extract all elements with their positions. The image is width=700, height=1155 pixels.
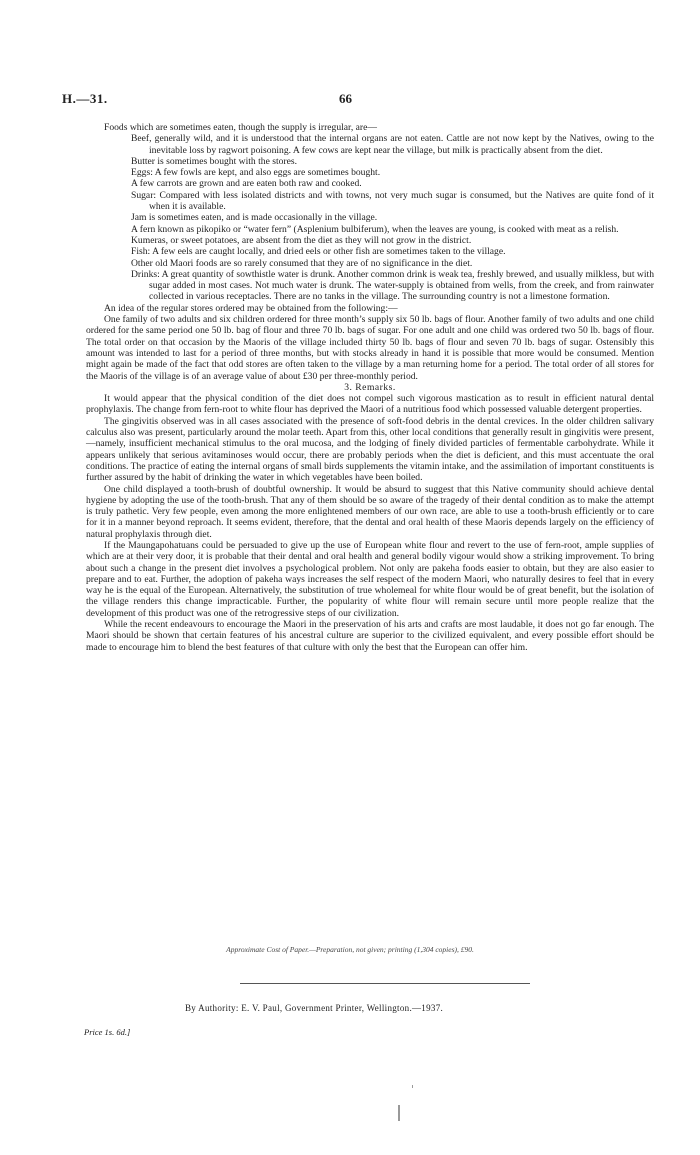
food-item: Jam is sometimes eaten, and is made occasionally in the village. [131, 212, 378, 224]
price-note: Price 1s. 6d.] [84, 1027, 131, 1037]
scan-speck [412, 1085, 413, 1088]
food-item: Other old Maori foods are so rarely consumed that they are of no significance in the diet. [131, 257, 473, 269]
cost-note: Approximate Cost of Paper.—Preparation, not given; printing (1,304 copies), £90. [226, 945, 474, 954]
food-item: A few carrots are grown and are eaten both raw and cooked. [131, 178, 362, 190]
remarks-paragraph: The gingivitis observed was in all cases associated with the presence of soft-food debris in the dental crevices. In the older children salivary calculus also was present, particularly around the molar teeth. Apart from this, other local conditions that generally result in gingivitis were present,—namely, insufficient mechanical stimulus to the oral mucosa, and the lodging of finely divided particles of fermentable carbohydrate. While it appears unlikely that serious avitaminoses would occur, there are probably periods when the diet is deficient, and this must accentuate the oral conditions. The practice of eating the internal organs of small birds supplements the vitamin intake, and the assimilation of important constituents is further assured by the habit of drinking the water in which vegetables have been boiled. [86, 415, 654, 484]
stores-intro: An idea of the regular stores ordered may be obtained from the following:— [104, 302, 398, 314]
scan-speck [398, 1105, 400, 1121]
foods-list [131, 133, 654, 269]
document-reference: H.—31. [62, 91, 108, 106]
food-item: A fern known as pikopiko or “water fern” (Asplenium bulbiferum), when the leaves are young, is cooked with meat as a relish. [131, 223, 619, 235]
footer-rule [240, 983, 530, 984]
drinks-section [131, 269, 654, 303]
remarks-heading: 3. Remarks. [344, 381, 396, 393]
remarks-paragraph: While the recent endeavours to encourage the Maori in the preservation of his arts and crafts are most laudable, it does not go far enough. The Maori should be shown that certain features of his ancestral culture are superior to the civilized equivalent, and every possible effort should be made to encourage him to blend the best features of that culture with only the best that the European can offer him. [86, 619, 654, 653]
food-item: Fish: A few eels are caught locally, and dried eels or other fish are sometimes taken to the village. [131, 246, 506, 258]
food-item: Sugar: Compared with less isolated districts and with towns, not very much sugar is consumed, but the Natives are quite fond of it when it is available. [131, 189, 654, 213]
page-header [62, 91, 642, 107]
food-item: Butter is sometimes bought with the stores. [131, 155, 298, 167]
page-number: 66 [339, 91, 352, 106]
remarks-paragraph: One child displayed a tooth-brush of doubtful ownership. It would be absurd to suggest that this Native community should achieve dental hygiene by adopting the use of the tooth-brush. That any of them should be so aware of the tragedy of their dental condition as to make the attempt is truly pathetic. Very few people, even among the more enlightened members of our own race, are able to use a tooth-brush efficiently or to care for it in a manner beyond reproach. It seems evident, therefore, that the dental and oral health of these Maoris depends largely on the efficiency of natural prophylaxis through diet. [86, 483, 654, 540]
food-item: Eggs: A few fowls are kept, and also eggs are sometimes bought. [131, 167, 381, 179]
remarks-paragraph: If the Maungapohatuans could be persuaded to give up the use of European white flour and revert to the use of fern-root, ample supplies of which are at their very door, it is probable that their dental and oral health and general bodily vigour would show a striking improvement. To bring about such a change in the present diet involves a psychological problem. Not only are pakeha foods easier to obtain, but they are also easier to prepare and to eat. Further, the adoption of pakeha ways increases the self respect of the modern Maori, who naturally desires to feel that in every way he is the equal of the European. Alternatively, the substitution of true wholemeal for white flour would be of great benefit, but the isolation of the village renders this change impracticable. Further, the popularity of white flour will remain secure until more people realize that the development of this product was one of the retrogressive steps of our civilization. [86, 539, 654, 619]
printer-authority: By Authority: E. V. Paul, Government Printer, Wellington.—1937. [185, 1003, 444, 1013]
drinks-paragraph: Drinks: A great quantity of sowthistle water is drunk. Another common drink is weak tea, freshly brewed, and usually milkless, but with sugar added in most cases. Not much water is drunk. The water-supply is obtained from wells, from the creek, and from rainwater collected in various receptacles. There are no tanks in the village. The surrounding country is not a limestone formation. [131, 268, 654, 303]
food-item: Beef, generally wild, and it is understood that the internal organs are not eaten. Cattle are not now kept by the Natives, owing to the inevitable loss by ragwort poisoning. A few cows are kept near the village, but milk is practically absent from the diet. [131, 133, 654, 156]
remarks-paragraph: It would appear that the physical condition of the diet does not compel such vigorous mastication as to result in efficient natural dental prophylaxis. The change from fern-root to white flour has deprived the Maori of a nutritious food which possessed valuable detergent properties. [86, 393, 654, 416]
food-item: Kumeras, or sweet potatoes, are absent from the diet as they will not grow in the district. [131, 234, 472, 246]
foods-intro: Foods which are sometimes eaten, though the supply is irregular, are— [104, 122, 377, 133]
stores-paragraph: One family of two adults and six children ordered for three month’s supply six 50 lb. bags of flour. Another family of two adults and one child ordered for the same period one 50 lb. bag of flour and three 70 lb. bags of sugar. For one adult and one child was ordered two 50 lb. bags of flour. The total order on that occasion by the Maoris of the village included thirty 50 lb. bags of flour and seven 70 lb. bags of sugar. Ostensibly this amount was intended to last for a period of three months, but with stocks already in hand it is possible that more would be consumed. Mention might again be made of the fact that odd stores are often taken to the village by a man returning home for a period. The total order of all stores for the Maoris of the village is of an average value of about £30 per three-monthly period. [86, 314, 654, 382]
body-text [86, 122, 654, 653]
